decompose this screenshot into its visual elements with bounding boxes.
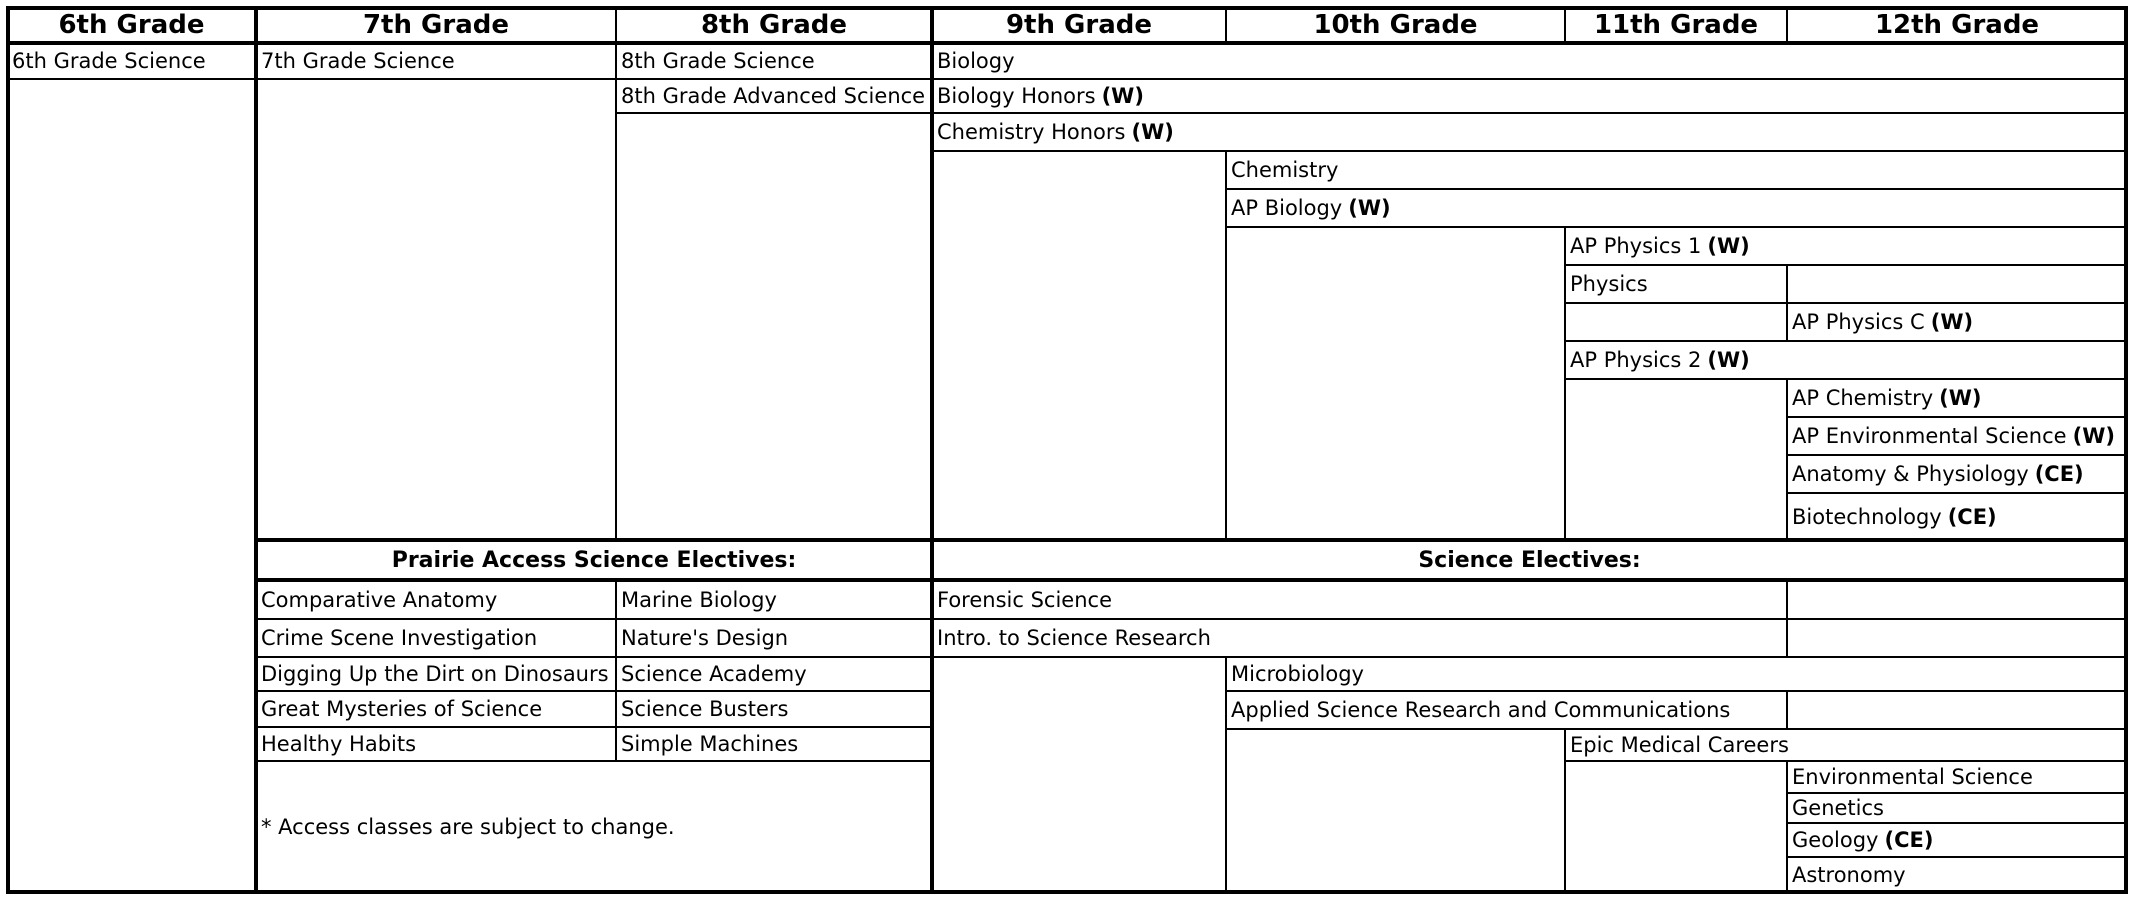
prairie-elective-left: Digging Up the Dirt on Dinosaurs <box>255 656 617 692</box>
prairie-elective-right: Simple Machines <box>615 726 933 762</box>
course-ap-environmental-science: AP Environmental Science (W) <box>1786 416 2128 456</box>
electives-11th-grade-empty <box>1564 760 1788 894</box>
elective-geology: Geology (CE) <box>1786 822 2128 858</box>
column-7th-grade-empty <box>255 78 617 542</box>
weighted-tag: (W) <box>2072 423 2115 448</box>
course-biology-honors: Biology Honors (W) <box>931 78 2128 114</box>
course-chemistry: Chemistry <box>1225 150 2128 190</box>
weighted-tag: (W) <box>1939 385 1982 410</box>
electives-9th-grade-empty <box>931 656 1227 894</box>
course-8th-grade-science: 8th Grade Science <box>615 42 933 80</box>
weighted-tag: (W) <box>1930 309 1974 334</box>
elective-microbiology: Microbiology <box>1225 656 2128 692</box>
elective-intro-science-research: Intro. to Science Research <box>931 618 1788 658</box>
column-9th-grade-empty <box>931 150 1227 542</box>
prairie-elective-right: Science Academy <box>615 656 933 692</box>
prairie-elective-left: Healthy Habits <box>255 726 617 762</box>
access-classes-note: * Access classes are subject to change. <box>255 760 933 894</box>
prairie-elective-right: Nature's Design <box>615 618 933 658</box>
prairie-access-electives-title: Prairie Access Science Electives: <box>255 540 933 582</box>
course-ap-physics-1: AP Physics 1 (W) <box>1564 226 2128 266</box>
weighted-tag: (W) <box>1707 233 1750 258</box>
electives-10th-grade-empty <box>1225 728 1566 894</box>
weighted-tag: (W) <box>1101 83 1144 108</box>
course-chemistry-honors: Chemistry Honors (W) <box>931 112 2128 152</box>
weighted-tag: (W) <box>1707 347 1750 372</box>
elective-environmental-science: Environmental Science <box>1786 760 2128 794</box>
header-12th-grade: 12th Grade <box>1786 6 2128 44</box>
header-8th-grade: 8th Grade <box>615 6 933 44</box>
elective-astronomy: Astronomy <box>1786 856 2128 894</box>
course-biotechnology: Biotechnology (CE) <box>1786 492 2128 542</box>
course-ap-physics-c: AP Physics C (W) <box>1786 302 2128 342</box>
column-10th-grade-empty <box>1225 226 1566 542</box>
header-11th-grade: 11th Grade <box>1564 6 1788 44</box>
prairie-elective-right: Science Busters <box>615 690 933 728</box>
course-7th-grade-science: 7th Grade Science <box>255 42 617 80</box>
college-equivalent-tag: (CE) <box>2034 461 2084 486</box>
prairie-elective-right: Marine Biology <box>615 580 933 620</box>
course-ap-chemistry: AP Chemistry (W) <box>1786 378 2128 418</box>
header-7th-grade: 7th Grade <box>255 6 617 44</box>
intro-research-12th-empty <box>1786 618 2128 658</box>
applied-research-12th-empty <box>1786 690 2128 730</box>
college-equivalent-tag: (CE) <box>1884 827 1934 852</box>
course-8th-grade-advanced-science: 8th Grade Advanced Science <box>615 78 933 114</box>
course-anatomy-physiology: Anatomy & Physiology (CE) <box>1786 454 2128 494</box>
course-ap-biology: AP Biology (W) <box>1225 188 2128 228</box>
column-11th-gap <box>1564 302 1788 342</box>
weighted-tag: (W) <box>1348 195 1391 220</box>
course-biology: Biology <box>931 42 2128 80</box>
column-8th-grade-empty <box>615 112 933 542</box>
column-6th-grade-empty <box>6 78 257 894</box>
header-6th-grade: 6th Grade <box>6 6 257 44</box>
course-physics: Physics <box>1564 264 1788 304</box>
science-electives-title: Science Electives: <box>931 540 2128 582</box>
course-ap-physics-2: AP Physics 2 (W) <box>1564 340 2128 380</box>
prairie-elective-left: Great Mysteries of Science <box>255 690 617 728</box>
course-6th-grade-science: 6th Grade Science <box>6 42 257 80</box>
header-10th-grade: 10th Grade <box>1225 6 1566 44</box>
prairie-elective-left: Comparative Anatomy <box>255 580 617 620</box>
header-9th-grade: 9th Grade <box>931 6 1227 44</box>
elective-genetics: Genetics <box>1786 792 2128 824</box>
physics-12th-empty <box>1786 264 2128 304</box>
prairie-elective-left: Crime Scene Investigation <box>255 618 617 658</box>
college-equivalent-tag: (CE) <box>1947 504 1997 529</box>
elective-applied-science-research: Applied Science Research and Communications <box>1225 690 1788 730</box>
elective-epic-medical-careers: Epic Medical Careers <box>1564 728 2128 762</box>
weighted-tag: (W) <box>1131 119 1174 144</box>
forensic-12th-empty <box>1786 580 2128 620</box>
column-11th-grade-empty <box>1564 378 1788 542</box>
elective-forensic-science: Forensic Science <box>931 580 1788 620</box>
